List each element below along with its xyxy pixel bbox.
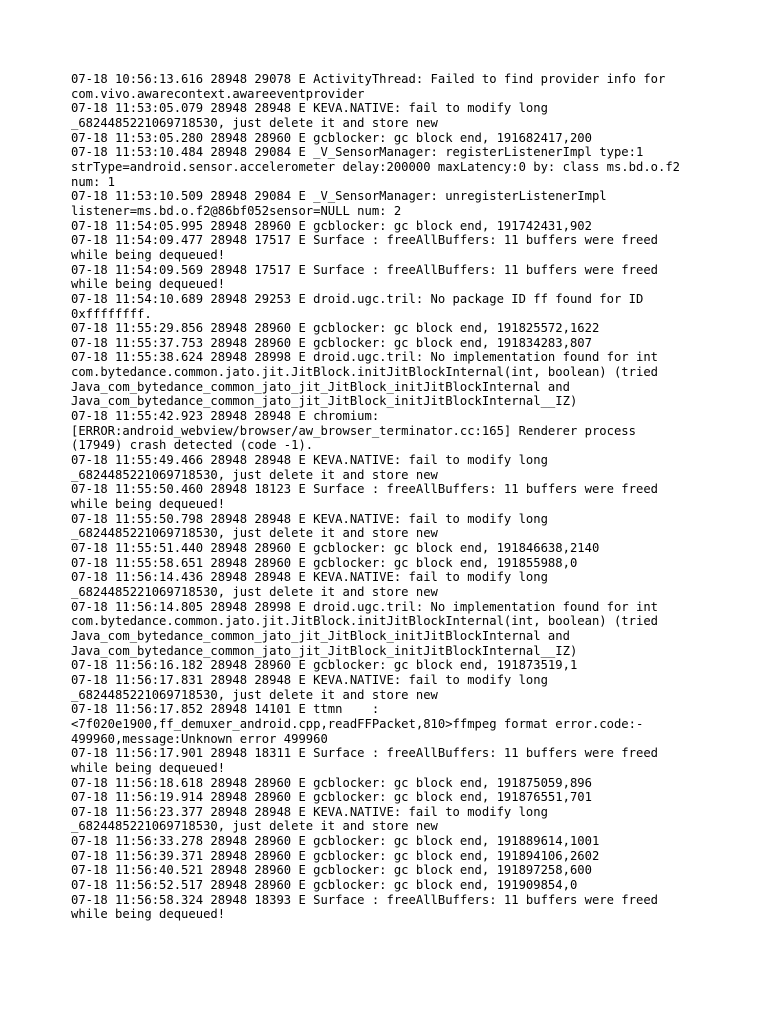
log-line: Java_com_bytedance_common_jato_jit_JitBlock_initJitBlockInternal__IZ) [71,394,578,409]
log-line: 07-18 11:56:17.852 28948 14101 E ttmn : [71,702,380,717]
log-line: 07-18 11:55:42.923 28948 28948 E chromium: [71,409,380,424]
log-line: 07-18 11:55:49.466 28948 28948 E KEVA.NATIVE: fail to modify long [71,453,548,468]
log-line: while being dequeued! [71,277,226,292]
log-line: com.bytedance.common.jato.jit.JitBlock.initJitBlockInternal(int, boolean) (tried [71,614,658,629]
log-line: Java_com_bytedance_common_jato_jit_JitBlock_initJitBlockInternal and [71,379,570,394]
log-line: <7f020e1900,ff_demuxer_android.cpp,readFFPacket,810>ffmpeg format error.code:- [71,716,644,731]
log-document [71,72,711,922]
log-line: 499960,message:Unknown error 499960 [71,731,328,746]
log-line: 07-18 11:56:17.901 28948 18311 E Surface : freeAllBuffers: 11 buffers were freed [71,746,658,761]
log-line: 07-18 11:53:10.509 28948 29084 E _V_SensorManager: unregisterListenerImpl [71,189,607,204]
log-line: 07-18 11:55:50.798 28948 28948 E KEVA.NATIVE: fail to modify long [71,511,548,526]
log-line: 07-18 11:56:16.182 28948 28960 E gcblocker: gc block end, 191873519,1 [71,658,578,673]
log-text [71,72,711,922]
log-line: 07-18 11:56:58.324 28948 18393 E Surface : freeAllBuffers: 11 buffers were freed [71,892,658,907]
log-line: num: 1 [71,174,116,189]
log-line: com.bytedance.common.jato.jit.JitBlock.initJitBlockInternal(int, boolean) (tried [71,365,658,380]
log-line: Java_com_bytedance_common_jato_jit_JitBlock_initJitBlockInternal__IZ) [71,643,578,658]
log-line: 07-18 11:54:05.995 28948 28960 E gcblocker: gc block end, 191742431,902 [71,218,592,233]
log-line: _6824485221069718530, just delete it and store new [71,526,438,541]
log-line: 07-18 11:54:10.689 28948 29253 E droid.ugc.tril: No package ID ff found for ID [71,291,644,306]
log-line: 07-18 11:56:17.831 28948 28948 E KEVA.NATIVE: fail to modify long [71,672,548,687]
log-line: 07-18 11:54:09.477 28948 17517 E Surface : freeAllBuffers: 11 buffers were freed [71,233,658,248]
log-line: 07-18 11:55:58.651 28948 28960 E gcblocker: gc block end, 191855988,0 [71,555,578,570]
log-line: Java_com_bytedance_common_jato_jit_JitBlock_initJitBlockInternal and [71,628,570,643]
log-line: 07-18 11:56:33.278 28948 28960 E gcblocker: gc block end, 191889614,1001 [71,834,600,849]
log-line: _6824485221069718530, just delete it and store new [71,584,438,599]
log-line: com.vivo.awarecontext.awareeventprovider [71,86,365,101]
log-line: 07-18 11:55:51.440 28948 28960 E gcblocker: gc block end, 191846638,2140 [71,541,600,555]
log-line: _6824485221069718530, just delete it and store new [71,115,438,130]
log-line: strType=android.sensor.accelerometer delay:200000 maxLatency:0 by: class ms.bd.o.f2 [71,159,681,174]
log-line: 07-18 11:56:14.436 28948 28948 E KEVA.NATIVE: fail to modify long [71,570,548,585]
log-line: 07-18 11:56:52.517 28948 28960 E gcblocker: gc block end, 191909854,0 [71,878,578,893]
log-line: 07-18 11:55:50.460 28948 18123 E Surface : freeAllBuffers: 11 buffers were freed [71,482,658,497]
log-line: _6824485221069718530, just delete it and store new [71,687,438,702]
log-line: 07-18 11:54:09.569 28948 17517 E Surface : freeAllBuffers: 11 buffers were freed [71,262,658,277]
log-line: 07-18 11:55:37.753 28948 28960 E gcblocker: gc block end, 191834283,807 [71,335,592,350]
log-line: while being dequeued! [71,247,226,262]
log-line: 07-18 11:56:14.805 28948 28998 E droid.ugc.tril: No implementation found for int [71,599,658,614]
log-line: listener=ms.bd.o.f2@86bf052sensor=NULL num: 2 [71,203,402,218]
log-line: 07-18 10:56:13.616 28948 29078 E ActivityThread: Failed to find provider info for [71,72,666,86]
log-line: (17949) crash detected (code -1). [71,438,314,453]
log-line: 07-18 11:55:38.624 28948 28998 E droid.ugc.tril: No implementation found for int [71,350,658,365]
log-line: while being dequeued! [71,907,226,922]
log-line: while being dequeued! [71,760,226,775]
log-line: 07-18 11:53:05.079 28948 28948 E KEVA.NATIVE: fail to modify long [71,101,548,116]
log-line: 07-18 11:55:29.856 28948 28960 E gcblocker: gc block end, 191825572,1622 [71,321,600,336]
log-line: _6824485221069718530, just delete it and store new [71,467,438,482]
log-line: 0xffffffff. [71,306,152,321]
log-line: 07-18 11:56:23.377 28948 28948 E KEVA.NATIVE: fail to modify long [71,804,548,819]
log-line: 07-18 11:53:05.280 28948 28960 E gcblocker: gc block end, 191682417,200 [71,130,592,145]
log-line: 07-18 11:53:10.484 28948 29084 E _V_SensorManager: registerListenerImpl type:1 [71,145,644,160]
log-line: [ERROR:android_webview/browser/aw_browser_terminator.cc:165] Renderer process [71,423,636,438]
log-line: 07-18 11:56:19.914 28948 28960 E gcblocker: gc block end, 191876551,701 [71,790,592,805]
log-line: 07-18 11:56:18.618 28948 28960 E gcblocker: gc block end, 191875059,896 [71,775,592,790]
log-line: _6824485221069718530, just delete it and store new [71,819,438,834]
log-line: while being dequeued! [71,497,226,512]
log-line: 07-18 11:56:40.521 28948 28960 E gcblocker: gc block end, 191897258,600 [71,863,592,878]
log-line: 07-18 11:56:39.371 28948 28960 E gcblocker: gc block end, 191894106,2602 [71,848,600,863]
